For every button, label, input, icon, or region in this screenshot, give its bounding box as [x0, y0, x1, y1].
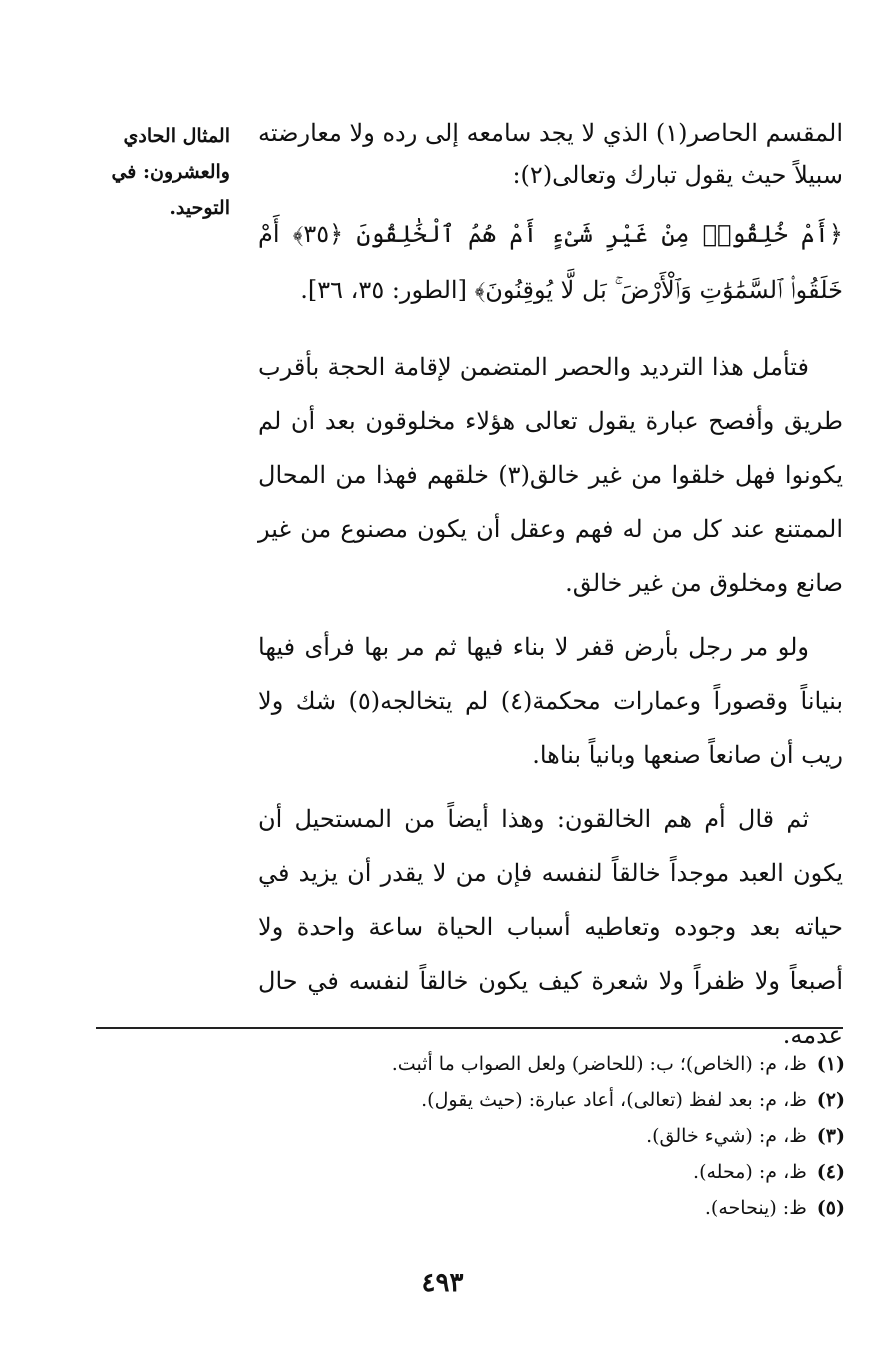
footnote-number: (٣): [816, 1125, 845, 1147]
paragraph: ثم قال أم هم الخالقون: وهذا أيضاً من المستحيل أن يكون العبد موجداً خالقاً لنفسه فإن من لا يقدر أن يزيد في حياته بعد وجوده وتعاطيه أسباب الحياة ساعة واحدة ولا أصبعاً ولا ظفراً ولا شعرة كيف يكون خالقاً لنفسه في حال عدمه.: [258, 805, 843, 1049]
page-number: ٤٩٣: [421, 1268, 464, 1298]
margin-note-line: التوحيد.: [169, 197, 230, 219]
footnote: [285, 1082, 845, 1118]
paragraph: فتأمل هذا الترديد والحصر المتضمن لإقامة الحجة بأقرب طريق وأفصح عبارة يقول تعالى هؤلاء مخلوقون بعد أن لم يكونوا فهل خلقوا من غير خالق(٣) خلقهم فهذا من المحال الممتنع عند كل من له فهم وعقل أن يكون مصنوع من غير صانع ومخلوق من غير خالق.: [258, 353, 843, 597]
footnote: [285, 1046, 845, 1082]
margin-note: [80, 118, 230, 226]
footnote: [285, 1118, 845, 1154]
footnote-number: (٢): [816, 1089, 845, 1111]
paragraph: ولو مر رجل بأرض قفر لا بناء فيها ثم مر بها فرأى فيها بنياناً وقصوراً وعمارات محكمة(٤) لم يتخالجه(٥) شك ولا ريب أن صانعاً صنعها وبانياً بناها.: [258, 633, 844, 769]
footnote: [285, 1154, 845, 1190]
footnote-text: ظ: (ينحاحه).: [704, 1197, 807, 1219]
footnotes: [285, 1046, 845, 1226]
footnote-number: (١): [816, 1053, 845, 1075]
footnote-text: ظ، م: بعد لفظ (تعالى)، أعاد عبارة: (حيث يقول).: [421, 1089, 807, 1111]
footnote: [285, 1190, 845, 1226]
footnote-text: ظ، م: (شيء خالق).: [646, 1125, 807, 1147]
intro-paragraph: المقسم الحاصر(١) الذي لا يجد سامعه إلى رده ولا معارضته سبيلاً حيث يقول تبارك وتعالى(٢):: [258, 119, 843, 189]
footnote-number: (٤): [816, 1161, 845, 1183]
verse-text: ﴿أَمْ خُلِقُوا۟ مِنْ غَيْرِ شَىْءٍ أَمْ هُمُ ٱلْخَٰلِقُونَ ﴿٣٥﴾ أَمْ خَلَقُوا۟ ٱلسَّمَٰوَٰتِ وَٱلْأَرْضَ ۚ بَل لَّا يُوقِنُونَ﴾: [258, 220, 843, 304]
footnote-text: ظ، م: (الخاص)؛ ب: (للحاضر) ولعل الصواب ما أثبت.: [391, 1053, 807, 1075]
margin-note-line: المثال الحادي: [123, 125, 230, 147]
margin-note-line: والعشرون: في: [111, 161, 230, 183]
footnote-text: ظ، م: (محله).: [693, 1161, 807, 1183]
verse-citation: [الطور: ٣٥، ٣٦].: [300, 276, 467, 304]
footnote-number: (٥): [816, 1197, 845, 1219]
quran-verse: [258, 206, 843, 318]
footnote-divider: [96, 1027, 843, 1029]
main-text: [258, 112, 843, 1072]
